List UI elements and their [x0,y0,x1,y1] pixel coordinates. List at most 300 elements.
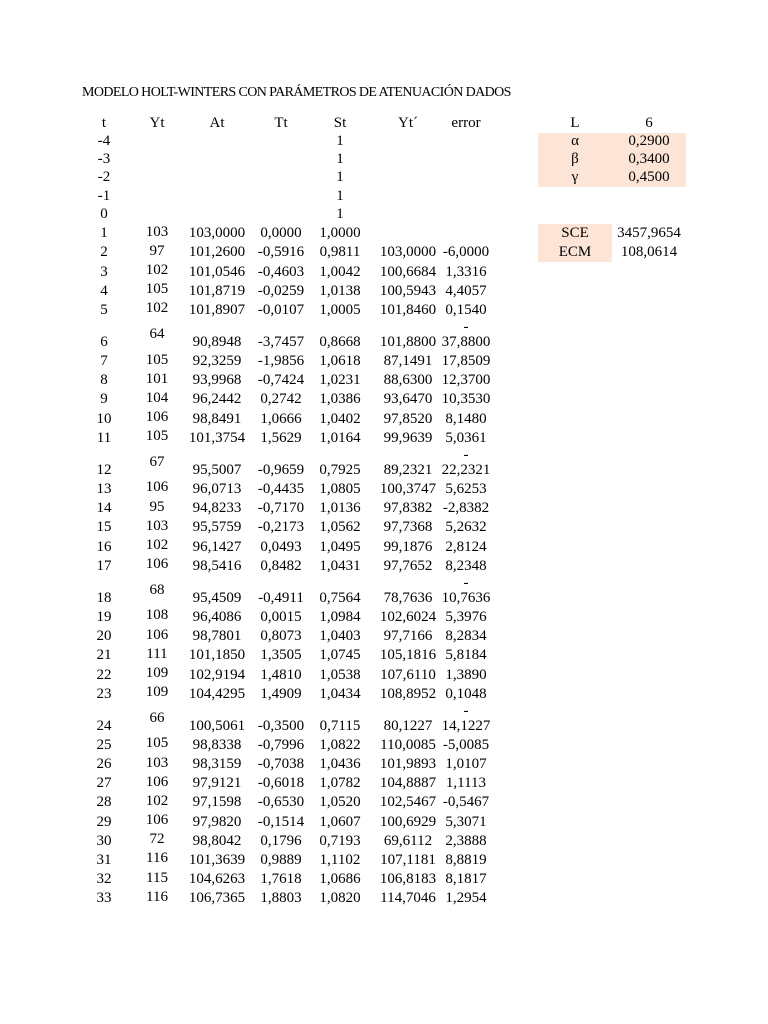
cell-yt: 116 [146,888,168,905]
cell-error: 1,3316 [445,263,487,280]
cell-st: 1,0402 [319,410,361,427]
cell-t: 19 [96,608,112,625]
cell-yt: 106 [145,812,169,829]
page-title: MODELO HOLT-WINTERS CON PARÁMETROS DE ATENUACIÓN DADOS [82,85,511,100]
cell-tt [257,151,305,169]
cell-at [177,133,257,151]
cell-st: 1,0136 [319,500,361,517]
cell-st: 1,0562 [319,519,361,536]
cell-st: 1 [336,205,344,222]
cell-error: 5,3976 [445,608,487,625]
cell-at: 101,3639 [188,852,246,869]
cell-at: 106,7365 [188,890,246,907]
cell-at: 104,4295 [188,685,246,702]
cell-yt-forecast: 97,8382 [383,500,433,517]
cell-error [441,187,491,205]
param-row-alpha [538,133,686,151]
cell-error: - 37,8800 [441,318,491,350]
cell-st: 1,0984 [319,608,361,625]
cell-at: 95,5759 [192,519,242,536]
cell-yt-forecast [375,187,441,205]
holt-winters-table [71,115,491,909]
cell-tt: -0,1514 [257,813,305,830]
cell-tt: -1,9856 [257,353,305,370]
cell-t: -1 [97,187,111,204]
cell-tt: -0,4911 [258,589,304,606]
table-row [71,151,491,169]
cell-yt-forecast: 99,9639 [383,429,433,446]
cell-tt [257,133,305,151]
cell-at [177,206,257,224]
cell-at [177,169,257,187]
cell-error: 10,3530 [441,391,491,408]
cell-tt: 0,8073 [260,628,302,645]
cell-yt-forecast: 89,2321 [383,461,433,478]
cell-yt-forecast: 101,8800 [379,333,437,350]
cell-at: 101,8907 [188,301,246,318]
cell-st: 0,9811 [319,244,361,261]
cell-at: 96,4086 [192,608,242,625]
spacer-row [538,206,686,224]
cell-yt-forecast: 100,3747 [379,481,437,498]
table-row [71,352,491,371]
cell-error: -5,0085 [442,736,490,753]
cell-yt-forecast: 88,6300 [383,372,433,389]
cell-error: - 22,2321 [441,446,491,478]
cell-at: 97,9121 [192,775,242,792]
cell-tt: 0,0493 [260,538,302,555]
cell-at: 95,5007 [192,461,242,478]
header-t: t [101,114,107,131]
table-row [71,301,491,320]
cell-st: 1,0607 [319,813,361,830]
table-row [71,774,491,793]
table-row [71,685,491,704]
cell-st: 1,0000 [319,225,361,242]
param-label-beta: β [538,151,612,169]
cell-st: 0,7925 [319,461,361,478]
cell-yt-forecast: 97,7166 [383,628,433,645]
table-row [71,736,491,755]
table-row [71,665,491,684]
cell-st: 1,0436 [319,756,361,773]
cell-error [441,151,491,169]
cell-yt-forecast: 107,6110 [380,666,436,683]
cell-error [441,133,491,151]
param-row-ecm [538,243,686,262]
cell-tt: 0,0015 [260,608,302,625]
param-value-alpha: 0,2900 [612,133,686,151]
cell-st: 1 [336,151,344,168]
cell-st: 1,0618 [319,353,361,370]
cell-tt: -0,9659 [257,461,305,478]
cell-at: 96,1427 [192,538,242,555]
cell-yt: 106 [145,409,169,426]
cell-at: 102,9194 [188,666,246,683]
cell-tt: -0,6530 [257,794,305,811]
cell-at: 97,9820 [192,813,242,830]
cell-t: -2 [97,169,111,186]
cell-yt [137,133,177,151]
cell-tt: 1,4909 [260,685,302,702]
cell-yt-forecast: 69,6112 [383,832,433,849]
cell-error: - 14,1227 [441,702,491,734]
param-value-sce: 3457,9654 [617,225,681,242]
cell-error: 1,2954 [445,890,487,907]
cell-t: 10 [96,410,112,427]
cell-st: 1,0520 [319,794,361,811]
cell-t: 24 [96,717,112,734]
param-row-gamma [538,169,686,187]
table-row [71,537,491,556]
table-row [71,169,491,187]
cell-tt [257,169,305,187]
table-row [71,832,491,851]
param-value-ecm: 108,0614 [620,244,678,261]
cell-t: -4 [97,132,111,149]
cell-t: 30 [96,832,112,849]
cell-yt: 115 [146,869,168,886]
cell-tt: 1,5629 [260,429,302,446]
cell-t: 33 [96,890,112,907]
cell-at: 98,5416 [192,557,242,574]
cell-t: 21 [96,647,112,664]
cell-error: -2,8382 [442,500,490,517]
cell-yt-forecast: 103,0000 [379,244,437,261]
cell-yt: 102 [145,300,169,317]
cell-t: 6 [100,333,108,350]
cell-yt-forecast: 110,0085 [380,736,436,753]
cell-t: 9 [100,391,108,408]
cell-yt: 105 [145,735,169,752]
param-label-sce: SCE [538,224,612,243]
table-row [71,187,491,205]
cell-yt: 104 [145,389,169,406]
cell-error: 12,3700 [441,372,491,389]
cell-at: 98,3159 [192,756,242,773]
param-value-L: 6 [645,114,653,131]
table-row [71,576,491,608]
cell-at [177,151,257,169]
cell-yt-forecast: 97,7652 [383,557,433,574]
param-value-beta: 0,3400 [612,151,686,169]
cell-yt: 102 [145,537,169,554]
cell-t: 22 [96,666,112,683]
cell-error: 8,8819 [445,852,487,869]
empty-cell [612,187,686,205]
table-row [71,889,491,908]
cell-st: 1 [336,132,344,149]
cell-tt: 0,8482 [260,557,302,574]
header-yt: Yt [149,114,165,131]
cell-tt: -0,6018 [257,775,305,792]
table-row [71,133,491,151]
cell-at: 104,6263 [188,871,246,888]
cell-st: 1,0403 [319,628,361,645]
cell-st: 0,7564 [319,589,361,606]
cell-yt: 67 [149,453,165,470]
cell-at: 98,8491 [192,410,242,427]
cell-at [177,187,257,205]
header-row [71,115,491,133]
cell-yt-forecast: 104,8887 [379,775,437,792]
param-label-L: L [570,114,580,131]
header-st: St [333,114,347,131]
table-row [71,371,491,390]
cell-yt: 105 [145,351,169,368]
cell-error: -6,0000 [442,244,490,261]
cell-tt: -0,0259 [257,282,305,299]
cell-at: 101,1850 [188,647,246,664]
table-row [71,557,491,576]
cell-error: -0,5467 [442,794,490,811]
cell-st: 0,7193 [319,832,361,849]
table-row [71,320,491,352]
cell-error: 1,1113 [445,775,487,792]
cell-st: 1,0782 [319,775,361,792]
cell-yt: 116 [146,850,168,867]
cell-tt: -0,2173 [257,519,305,536]
cell-at: 101,2600 [188,244,246,261]
cell-st: 1,0434 [319,685,361,702]
cell-yt-forecast: 80,1227 [383,717,433,734]
cell-t: 32 [96,871,112,888]
cell-yt: 108 [145,607,169,624]
cell-st: 1,0386 [319,391,361,408]
cell-t: 23 [96,685,112,702]
cell-yt-forecast: 87,1491 [383,353,433,370]
cell-yt-forecast: 105,1816 [379,647,437,664]
cell-yt: 106 [145,479,169,496]
header-yt-forecast: Yt´ [398,114,418,131]
cell-tt: 1,3505 [260,647,302,664]
cell-t: 7 [100,353,108,370]
cell-tt: -0,7170 [257,500,305,517]
cell-yt-forecast [375,206,441,224]
cell-tt: 0,9889 [260,852,302,869]
cell-at: 93,9968 [192,372,242,389]
cell-error: 5,2632 [445,519,487,536]
cell-yt-forecast: 78,7636 [383,589,433,606]
cell-at: 101,0546 [188,263,246,280]
cell-t: 14 [96,500,112,517]
cell-yt-forecast: 114,7046 [380,890,436,907]
table-row [71,224,491,243]
cell-yt: 95 [149,498,165,515]
cell-at: 97,1598 [192,794,242,811]
table-row [71,851,491,870]
cell-t: 31 [96,852,112,869]
cell-yt: 102 [145,261,169,278]
cell-yt-forecast [375,133,441,151]
cell-error [441,224,491,243]
table-row [71,448,491,480]
cell-error: 1,3890 [445,666,487,683]
cell-at: 98,8042 [192,832,242,849]
cell-t: 12 [96,461,112,478]
table-row [71,755,491,774]
cell-error: 5,3071 [445,813,487,830]
cell-t: 0 [100,205,108,222]
cell-error: 0,1540 [445,301,487,318]
table-row [71,409,491,428]
cell-yt [137,206,177,224]
cell-yt: 97 [149,242,165,259]
cell-at: 95,4509 [192,589,242,606]
cell-t: 28 [96,794,112,811]
cell-error: 2,8124 [445,538,487,555]
spacer-row [538,187,686,205]
cell-tt: -0,7996 [257,736,305,753]
cell-yt: 66 [149,709,165,726]
header-error: error [451,114,481,131]
cell-at: 103,0000 [188,225,246,242]
table-row [71,627,491,646]
table-row [71,206,491,224]
cell-tt: -0,4435 [257,481,305,498]
cell-st: 1,0042 [319,263,361,280]
cell-tt: -0,3500 [257,717,305,734]
empty-cell [538,187,612,205]
table-row [71,812,491,831]
cell-at: 98,8338 [192,736,242,753]
cell-at: 98,7801 [192,628,242,645]
table-row [71,390,491,409]
cell-st: 1,0495 [319,538,361,555]
header-tt: Tt [274,114,288,131]
cell-tt: -0,7038 [257,756,305,773]
cell-tt: -0,7424 [257,372,305,389]
cell-yt-forecast: 97,7368 [383,519,433,536]
cell-error [441,206,491,224]
cell-st: 1,0745 [319,647,361,664]
cell-yt-forecast: 101,9893 [379,756,437,773]
cell-t: 20 [96,628,112,645]
cell-yt-forecast: 100,6929 [379,813,437,830]
cell-at: 101,3754 [188,429,246,446]
cell-t: 27 [96,775,112,792]
cell-error: 4,4057 [445,282,487,299]
cell-t: 25 [96,736,112,753]
cell-yt: 111 [146,645,168,662]
cell-t: 13 [96,481,112,498]
cell-yt: 109 [145,684,169,701]
cell-st: 0,7115 [319,717,361,734]
cell-yt [137,187,177,205]
empty-cell [612,206,686,224]
cell-st: 1,0005 [319,301,361,318]
table-header [71,115,491,133]
param-row-sce [538,224,686,243]
cell-yt: 72 [149,831,165,848]
param-row-L [538,115,686,133]
cell-t: 3 [100,263,108,280]
table-row [71,243,491,262]
cell-yt: 105 [145,281,169,298]
cell-error [441,169,491,187]
cell-yt-forecast: 99,1876 [383,538,433,555]
param-label-alpha: α [538,133,612,151]
cell-yt: 64 [149,325,165,342]
table-row [71,499,491,518]
cell-st: 1,0538 [319,666,361,683]
cell-st: 1,0231 [319,372,361,389]
cell-t: 11 [96,429,112,446]
cell-tt: 0,0000 [260,225,302,242]
cell-st: 1,0138 [319,282,361,299]
cell-yt-forecast: 101,8460 [379,301,437,318]
cell-t: 2 [100,244,108,261]
cell-yt-forecast: 97,8520 [383,410,433,427]
cell-at: 96,0713 [192,481,242,498]
cell-yt: 101 [145,370,169,387]
cell-t: 8 [100,372,108,389]
table-row [71,518,491,537]
cell-yt-forecast: 93,6470 [383,391,433,408]
cell-yt: 109 [145,664,169,681]
cell-error: 17,8509 [441,353,491,370]
param-label-gamma: γ [538,169,612,187]
parameters-table [538,115,686,263]
param-row-beta [538,151,686,169]
cell-yt: 103 [145,754,169,771]
cell-yt-forecast: 108,8952 [379,685,437,702]
cell-error: 8,1480 [445,410,487,427]
cell-st: 1 [336,187,344,204]
cell-error: 8,2834 [445,628,487,645]
cell-t: 16 [96,538,112,555]
param-label-ecm: ECM [538,243,612,262]
cell-yt-forecast: 106,8183 [379,871,437,888]
cell-st: 1,0431 [319,557,361,574]
cell-t: 29 [96,813,112,830]
cell-t: 15 [96,519,112,536]
cell-error: 1,0107 [445,756,487,773]
table-row [71,646,491,665]
cell-tt: 1,7618 [260,871,302,888]
cell-t: -3 [97,151,111,168]
cell-t: 4 [100,282,108,299]
cell-tt: -0,4603 [257,263,305,280]
cell-at: 96,2442 [192,391,242,408]
cell-tt: 1,8803 [260,890,302,907]
cell-yt [137,169,177,187]
cell-error: 5,6253 [445,481,487,498]
cell-st: 1 [336,169,344,186]
table-row [71,870,491,889]
cell-yt: 106 [145,626,169,643]
cell-st: 1,0164 [319,429,361,446]
cell-yt-forecast: 107,1181 [380,852,436,869]
cell-tt: -0,0107 [257,301,305,318]
cell-error: 0,1048 [445,685,487,702]
cell-tt: 0,1796 [260,832,302,849]
cell-t: 1 [100,225,108,242]
table-row [71,480,491,499]
cell-st: 0,8668 [319,333,361,350]
cell-error: 8,2348 [445,557,487,574]
cell-yt: 102 [145,792,169,809]
cell-at: 101,8719 [188,282,246,299]
cell-yt: 103 [145,517,169,534]
cell-error: - 10,7636 [441,574,491,606]
table-row [71,262,491,281]
cell-at: 94,8233 [192,500,242,517]
cell-yt-forecast: 102,5467 [379,794,437,811]
cell-tt: -3,7457 [257,333,305,350]
cell-tt [257,187,305,205]
table-row [71,793,491,812]
